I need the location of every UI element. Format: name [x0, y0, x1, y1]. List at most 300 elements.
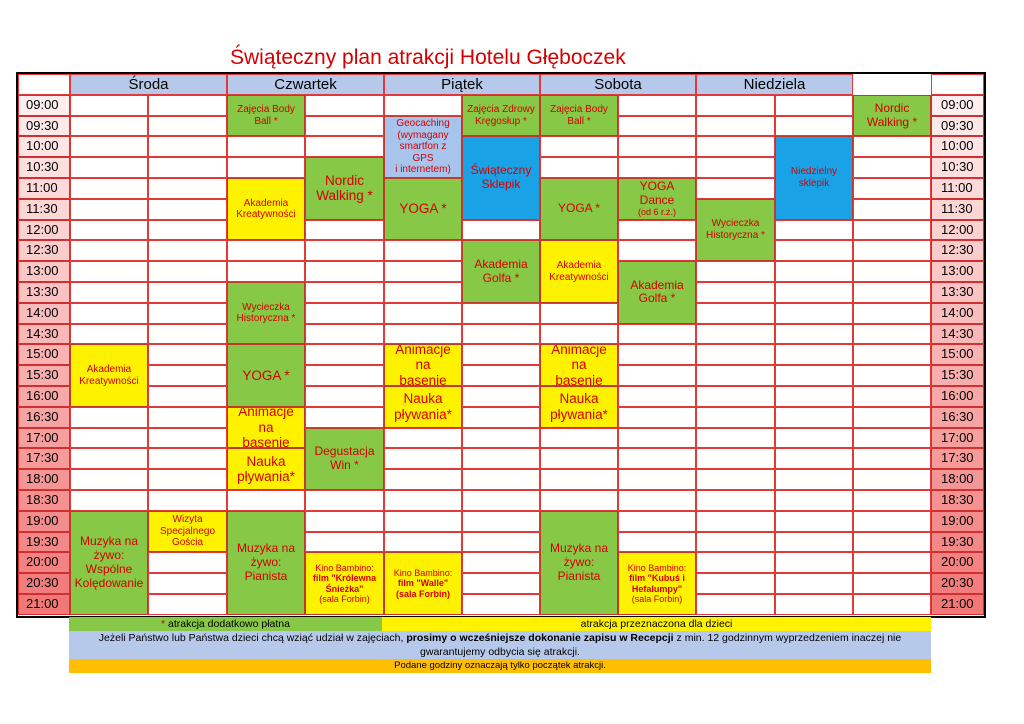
event-line: Historyczna * [706, 229, 765, 241]
event-line: Golfa * [482, 270, 520, 285]
empty-slot [462, 303, 540, 324]
event-line: i internetem) [395, 164, 451, 176]
empty-slot [70, 261, 148, 282]
event-cz-wycieczka [227, 282, 305, 344]
time-label-right: 13:00 [931, 261, 984, 282]
empty-slot [696, 552, 775, 573]
empty-slot [70, 220, 148, 241]
time-label-right: 16:30 [931, 407, 984, 428]
time-label-right: 12:30 [931, 240, 984, 261]
empty-slot [462, 573, 540, 594]
empty-slot [70, 448, 148, 469]
empty-slot [462, 469, 540, 490]
empty-slot [775, 240, 853, 261]
header-corner-right [931, 74, 984, 95]
empty-slot [853, 199, 931, 220]
event-line: Akademia [86, 364, 132, 376]
empty-slot [696, 448, 775, 469]
event-line: Niedzielny [790, 166, 838, 178]
empty-slot [775, 220, 853, 241]
event-line: żywo: Pianista [557, 554, 601, 583]
empty-slot [148, 136, 227, 157]
empty-slot [148, 116, 227, 137]
event-sr-muzyka [70, 511, 148, 615]
time-label-left: 15:30 [18, 365, 70, 386]
event-pt-geocaching [384, 116, 462, 178]
event-line: Nauka [246, 453, 286, 469]
empty-slot [305, 490, 384, 511]
empty-slot [853, 407, 931, 428]
time-label-right: 18:30 [931, 490, 984, 511]
day-header-label: Piątek [441, 75, 483, 93]
empty-slot [696, 282, 775, 303]
empty-slot [148, 365, 227, 386]
event-line: (sala Forbin) [631, 593, 683, 604]
empty-slot [696, 386, 775, 407]
event-line: Ball * [567, 115, 591, 127]
event-cz-muzyka [227, 511, 305, 615]
empty-slot [384, 490, 462, 511]
empty-slot [227, 240, 305, 261]
empty-slot [462, 428, 540, 449]
empty-slot [696, 116, 775, 137]
empty-slot [618, 407, 696, 428]
empty-slot [148, 220, 227, 241]
empty-slot [696, 303, 775, 324]
empty-slot [462, 324, 540, 345]
empty-slot [462, 511, 540, 532]
empty-slot [853, 490, 931, 511]
time-label-right: 10:30 [931, 157, 984, 178]
empty-slot [775, 594, 853, 615]
time-label-left: 11:30 [18, 199, 70, 220]
empty-slot [618, 324, 696, 345]
empty-slot [305, 511, 384, 532]
event-cz-yoga [227, 344, 305, 406]
event-line: Muzyka na [236, 541, 296, 556]
event-line: Muzyka na [79, 534, 139, 549]
empty-slot [618, 386, 696, 407]
event-line: film "Królewna [312, 573, 377, 584]
empty-slot [853, 552, 931, 573]
event-line: basenie [555, 372, 603, 386]
empty-slot [540, 490, 618, 511]
time-label-right: 19:30 [931, 532, 984, 553]
empty-slot [70, 116, 148, 137]
event-line: Wycieczka [242, 301, 290, 313]
event-line: Wspólne [85, 561, 133, 576]
empty-slot [853, 573, 931, 594]
empty-slot [853, 324, 931, 345]
empty-slot [384, 261, 462, 282]
empty-slot [618, 428, 696, 449]
event-line: pływania* [237, 469, 295, 485]
event-line: Zajęcia Body [237, 104, 295, 116]
time-label-right: 14:30 [931, 324, 984, 345]
empty-slot [853, 594, 931, 615]
time-label-right: 20:30 [931, 573, 984, 594]
empty-slot [148, 469, 227, 490]
event-line: Golfa * [638, 291, 676, 306]
empty-slot [696, 594, 775, 615]
event-line: YOGA * [557, 201, 601, 216]
time-label-left: 12:00 [18, 220, 70, 241]
event-line: Gościa [171, 537, 204, 549]
empty-slot [227, 490, 305, 511]
empty-slot [775, 428, 853, 449]
event-sb-yoga [540, 178, 618, 240]
empty-slot [540, 136, 618, 157]
time-label-right: 11:00 [931, 178, 984, 199]
empty-slot [696, 261, 775, 282]
day-header-1 [227, 74, 384, 95]
empty-slot [853, 220, 931, 241]
time-label-left: 19:00 [18, 511, 70, 532]
empty-slot [305, 365, 384, 386]
event-pt-animacje [384, 344, 462, 386]
event-sr-wizyta [148, 511, 227, 553]
empty-slot [70, 95, 148, 116]
time-label-left: 18:00 [18, 469, 70, 490]
empty-slot [70, 178, 148, 199]
time-label-right: 09:00 [931, 95, 984, 116]
empty-slot [148, 428, 227, 449]
empty-slot [775, 261, 853, 282]
empty-slot [540, 303, 618, 324]
time-label-right: 17:00 [931, 428, 984, 449]
empty-slot [696, 532, 775, 553]
empty-slot [775, 116, 853, 137]
time-label-right: 17:30 [931, 448, 984, 469]
empty-slot [305, 344, 384, 365]
legend-paid-text: atrakcja dodatkowo płatna [165, 618, 290, 630]
empty-slot [70, 303, 148, 324]
empty-slot [853, 428, 931, 449]
event-line: Muzyka na [549, 541, 609, 556]
event-line: Kreatywności [236, 209, 296, 221]
event-line: YOGA Dance [639, 178, 675, 207]
empty-slot [462, 490, 540, 511]
event-line: Sklepik [481, 176, 521, 191]
day-header-label: Niedziela [743, 75, 806, 93]
empty-slot [305, 95, 384, 116]
event-line: Specjalnego [159, 525, 216, 537]
empty-slot [618, 490, 696, 511]
empty-slot [540, 469, 618, 490]
empty-slot [618, 511, 696, 532]
empty-slot [70, 407, 148, 428]
empty-slot [775, 344, 853, 365]
event-sb-body-ball [540, 95, 618, 137]
event-cz-kino [305, 552, 384, 614]
empty-slot [775, 573, 853, 594]
empty-slot [384, 303, 462, 324]
event-sb-kino [618, 552, 696, 614]
notice-part1: Jeżeli Państwo lub Państwa dzieci chcą wziąć udział w zajęciach, [98, 632, 407, 644]
empty-slot [775, 552, 853, 573]
time-label-left: 16:30 [18, 407, 70, 428]
day-header-2 [384, 74, 540, 95]
empty-slot [148, 594, 227, 615]
event-subtitle: (od 6 r.ż.) [637, 207, 676, 218]
empty-slot [540, 157, 618, 178]
empty-slot [148, 303, 227, 324]
event-sb-golf [618, 261, 696, 323]
event-sb-animacje [540, 344, 618, 386]
day-header-label: Sobota [594, 75, 642, 93]
time-label-right: 16:00 [931, 386, 984, 407]
empty-slot [618, 157, 696, 178]
time-label-left: 09:30 [18, 116, 70, 137]
event-pt-yoga [384, 178, 462, 240]
empty-slot [618, 344, 696, 365]
empty-slot [305, 282, 384, 303]
empty-slot [618, 448, 696, 469]
event-line: Zajęcia Zdrowy [467, 104, 535, 116]
time-label-left: 09:00 [18, 95, 70, 116]
empty-slot [696, 407, 775, 428]
empty-slot [70, 282, 148, 303]
event-cz-animacje [227, 407, 305, 449]
event-line: pływania* [394, 406, 452, 422]
legend-kids: atrakcja przeznaczona dla dzieci [382, 617, 931, 631]
event-line: Śnieżka" [325, 583, 364, 594]
time-label-left: 11:00 [18, 178, 70, 199]
empty-slot [853, 511, 931, 532]
empty-slot [305, 303, 384, 324]
empty-slot [853, 282, 931, 303]
empty-slot [227, 136, 305, 157]
empty-slot [853, 386, 931, 407]
event-nd-nordic [853, 95, 931, 137]
event-sb-muzyka [540, 511, 618, 615]
time-label-right: 12:00 [931, 220, 984, 241]
event-line: Świąteczny [470, 163, 532, 178]
event-line: film "Walle" [397, 578, 449, 589]
event-line: Nordic [324, 172, 364, 188]
empty-slot [853, 448, 931, 469]
event-cz-degustacja [305, 428, 384, 490]
empty-slot [384, 95, 462, 116]
time-label-right: 19:00 [931, 511, 984, 532]
empty-slot [462, 386, 540, 407]
empty-slot [305, 240, 384, 261]
empty-slot [227, 261, 305, 282]
event-line: basenie [399, 372, 447, 386]
day-header-4 [696, 74, 853, 95]
empty-slot [305, 136, 384, 157]
empty-slot [148, 448, 227, 469]
empty-slot [696, 469, 775, 490]
empty-slot [618, 136, 696, 157]
empty-slot [696, 428, 775, 449]
empty-slot [462, 365, 540, 386]
empty-slot [148, 199, 227, 220]
event-line: Kreatywności [549, 271, 609, 283]
event-line: Degustacja [314, 443, 375, 458]
empty-slot [384, 511, 462, 532]
event-line: film "Kubuś i [629, 573, 685, 584]
empty-slot [70, 240, 148, 261]
event-sr-akademia [70, 344, 148, 406]
empty-slot [618, 220, 696, 241]
empty-slot [148, 157, 227, 178]
empty-slot [462, 448, 540, 469]
empty-slot [148, 490, 227, 511]
event-line: Walking * [316, 188, 373, 204]
event-line: basenie [242, 435, 290, 449]
empty-slot [775, 324, 853, 345]
time-label-left: 17:30 [18, 448, 70, 469]
empty-slot [618, 116, 696, 137]
empty-slot [305, 261, 384, 282]
time-label-left: 21:00 [18, 594, 70, 615]
empty-slot [775, 448, 853, 469]
empty-slot [696, 95, 775, 116]
event-line: żywo: [93, 548, 125, 562]
empty-slot [305, 220, 384, 241]
event-line: Akademia [243, 197, 289, 209]
time-label-left: 13:00 [18, 261, 70, 282]
time-label-left: 16:00 [18, 386, 70, 407]
event-line: Win * [330, 457, 359, 472]
time-label-left: 20:00 [18, 552, 70, 573]
empty-slot [70, 428, 148, 449]
notice-part2: z min. 12 godzinnym wyprzedzeniem inaczej nie gwarantujemy odbycia się atrakcji. [420, 632, 905, 658]
time-label-right: 09:30 [931, 116, 984, 137]
time-label-right: 11:30 [931, 199, 984, 220]
event-sb-nauka [540, 386, 618, 428]
day-header-label: Czwartek [274, 75, 337, 93]
time-label-left: 12:30 [18, 240, 70, 261]
event-line: (wymagany [397, 129, 449, 141]
empty-slot [148, 95, 227, 116]
empty-slot [696, 324, 775, 345]
empty-slot [853, 157, 931, 178]
event-line: Wizyta [172, 514, 203, 526]
time-label-left: 13:30 [18, 282, 70, 303]
empty-slot [775, 95, 853, 116]
time-label-left: 17:00 [18, 428, 70, 449]
time-label-left: 20:30 [18, 573, 70, 594]
empty-slot [148, 261, 227, 282]
empty-slot [462, 532, 540, 553]
empty-slot [70, 324, 148, 345]
empty-slot [70, 157, 148, 178]
event-line: żywo: Pianista [244, 554, 288, 583]
empty-slot [462, 344, 540, 365]
event-line: Zajęcia Body [550, 104, 608, 116]
time-label-left: 15:00 [18, 344, 70, 365]
empty-slot [775, 365, 853, 386]
event-line: pływania* [550, 406, 608, 422]
time-label-right: 21:00 [931, 594, 984, 615]
empty-slot [70, 136, 148, 157]
empty-slot [305, 407, 384, 428]
event-line: Walking * [866, 114, 918, 129]
event-cz-nordic [305, 157, 384, 219]
time-label-right: 20:00 [931, 552, 984, 573]
empty-slot [775, 407, 853, 428]
empty-slot [540, 448, 618, 469]
event-sb-akademia [540, 240, 618, 302]
empty-slot [148, 178, 227, 199]
time-label-left: 14:30 [18, 324, 70, 345]
event-line: YOGA * [399, 201, 447, 217]
empty-slot [305, 386, 384, 407]
notice-bold: prosimy o wcześniejsze dokonanie zapisu w Recepcji [406, 632, 674, 644]
empty-slot [775, 469, 853, 490]
legend [69, 617, 931, 631]
legend-paid [69, 617, 382, 631]
empty-slot [853, 365, 931, 386]
empty-slot [148, 386, 227, 407]
empty-slot [775, 490, 853, 511]
empty-slot [696, 157, 775, 178]
event-line: Kino Bambino: [393, 568, 453, 579]
empty-slot [148, 324, 227, 345]
empty-slot [227, 157, 305, 178]
event-pt-kino [384, 552, 462, 614]
empty-slot [853, 532, 931, 553]
empty-slot [618, 469, 696, 490]
empty-slot [70, 469, 148, 490]
empty-slot [853, 344, 931, 365]
event-cz-akademia [227, 178, 305, 240]
day-header-0 [70, 74, 227, 95]
empty-slot [853, 303, 931, 324]
time-label-right: 15:00 [931, 344, 984, 365]
schedule-grid [16, 72, 986, 618]
empty-slot [305, 116, 384, 137]
empty-slot [696, 490, 775, 511]
empty-slot [462, 594, 540, 615]
event-line: (sala Forbin) [395, 588, 450, 599]
time-label-left: 10:00 [18, 136, 70, 157]
empty-slot [853, 178, 931, 199]
empty-slot [148, 282, 227, 303]
empty-slot [384, 428, 462, 449]
empty-slot [618, 365, 696, 386]
empty-slot [148, 573, 227, 594]
empty-slot [462, 552, 540, 573]
empty-slot [775, 386, 853, 407]
page-title: Świąteczny plan atrakcji Hotelu Głęboczek [230, 46, 626, 69]
time-label-right: 18:00 [931, 469, 984, 490]
empty-slot [775, 511, 853, 532]
empty-slot [305, 532, 384, 553]
event-pt-golf [462, 240, 540, 302]
event-pt-sklepik [462, 136, 540, 219]
event-line: Hefalumpy" [631, 583, 683, 594]
empty-slot [540, 324, 618, 345]
event-line: Kolędowanie [74, 575, 144, 590]
hours-note: Podane godziny oznaczają tylko początek atrakcji. [69, 659, 931, 673]
empty-slot [148, 552, 227, 573]
empty-slot [696, 573, 775, 594]
event-line: (sala Forbin) [319, 593, 370, 604]
empty-slot [775, 282, 853, 303]
event-line: Nauka [403, 391, 443, 407]
event-line: Kino Bambino: [627, 562, 687, 573]
empty-slot [148, 240, 227, 261]
event-line: Animacje na [238, 406, 294, 435]
event-line: Animacje na [551, 344, 607, 373]
empty-slot [853, 136, 931, 157]
empty-slot [775, 303, 853, 324]
event-sb-wycieczka [696, 199, 775, 261]
event-line: Akademia [556, 260, 602, 272]
